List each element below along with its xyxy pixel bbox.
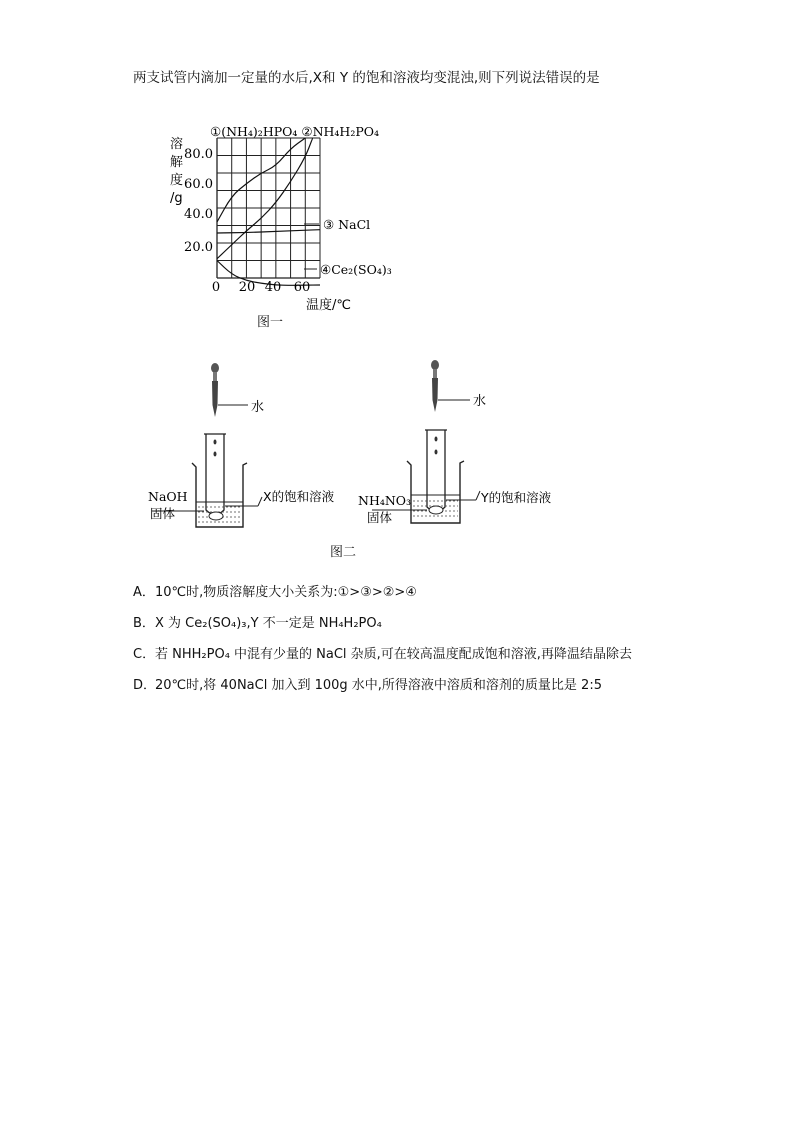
option-c-text: 若 NHH₂PO₄ 中混有少量的 NaCl 杂质,可在较高温度配成饱和溶液,再降温结晶除去	[155, 646, 632, 662]
ylabel-char-4: /g	[170, 191, 183, 206]
option-b-text: X 为 Ce₂(SO₄)₃,Y 不一定是 NH₄H₂PO₄	[155, 615, 382, 631]
xtick-40: 40	[264, 280, 282, 295]
ylabel-char-1: 溶	[170, 137, 184, 152]
ytick-60: 60.0	[184, 177, 213, 192]
apparatus-diagram	[140, 355, 580, 540]
figure2-caption: 图二	[330, 545, 357, 560]
right-water-label: 水	[473, 394, 487, 409]
option-c-letter: C．	[133, 646, 156, 662]
option-a-text: 10℃时,物质溶解度大小关系为:①>③>②>④	[155, 584, 417, 600]
label-nacl: ③ NaCl	[323, 217, 371, 232]
figure1-caption: 图一	[257, 315, 284, 330]
chart-grid	[217, 138, 320, 278]
option-b-letter: B．	[133, 615, 155, 631]
option-b[interactable]	[133, 608, 632, 639]
left-water-label: 水	[251, 400, 265, 415]
left-solid-icon	[209, 512, 223, 520]
ytick-20: 20.0	[184, 240, 213, 255]
left-solution-label: X的饱和溶液	[263, 489, 335, 504]
apparatus-figure	[140, 355, 580, 560]
solubility-figure	[160, 118, 400, 332]
right-dropper-icon	[431, 360, 439, 412]
label-ce2so43: ④Ce₂(SO₄)₃	[320, 262, 392, 277]
option-c[interactable]	[133, 639, 632, 670]
question-intro: 两支试管内滴加一定量的水后,X和 Y 的饱和溶液均变混浊,则下列说法错误的是	[133, 70, 600, 86]
ytick-80: 80.0	[184, 147, 213, 162]
xtick-60: 60	[293, 280, 311, 295]
option-d-letter: D．	[133, 677, 157, 693]
solubility-chart	[160, 118, 400, 328]
curve-series-3	[217, 230, 320, 233]
option-d[interactable]	[133, 670, 632, 701]
right-solid-label-2: 固体	[367, 510, 393, 525]
right-solution-label: Y的饱和溶液	[481, 490, 552, 505]
ytick-40: 40.0	[184, 207, 213, 222]
ylabel-char-3: 度	[170, 173, 184, 188]
right-solid-icon	[429, 506, 443, 514]
ylabel-char-2: 解	[170, 155, 184, 170]
xtick-0: 0	[211, 280, 221, 295]
option-a-letter: A．	[133, 584, 155, 600]
right-solid-label-1: NH₄NO₃	[358, 493, 412, 508]
left-dropper-icon	[211, 363, 219, 417]
xtick-20: 20	[238, 280, 256, 295]
left-solid-label-2: 固体	[150, 506, 176, 521]
option-d-text: 20℃时,将 40NaCl 加入到 100g 水中,所得溶液中溶质和溶剂的质量比是 2:5	[155, 677, 602, 693]
option-a[interactable]	[133, 577, 632, 608]
xlabel: 温度/℃	[306, 298, 351, 313]
chart-curves	[217, 138, 320, 285]
right-test-tube	[427, 430, 445, 512]
answer-options	[133, 577, 632, 701]
left-solid-label-1: NaOH	[148, 489, 188, 504]
legend-top: ①(NH₄)₂HPO₄ ②NH₄H₂PO₄	[210, 124, 380, 139]
